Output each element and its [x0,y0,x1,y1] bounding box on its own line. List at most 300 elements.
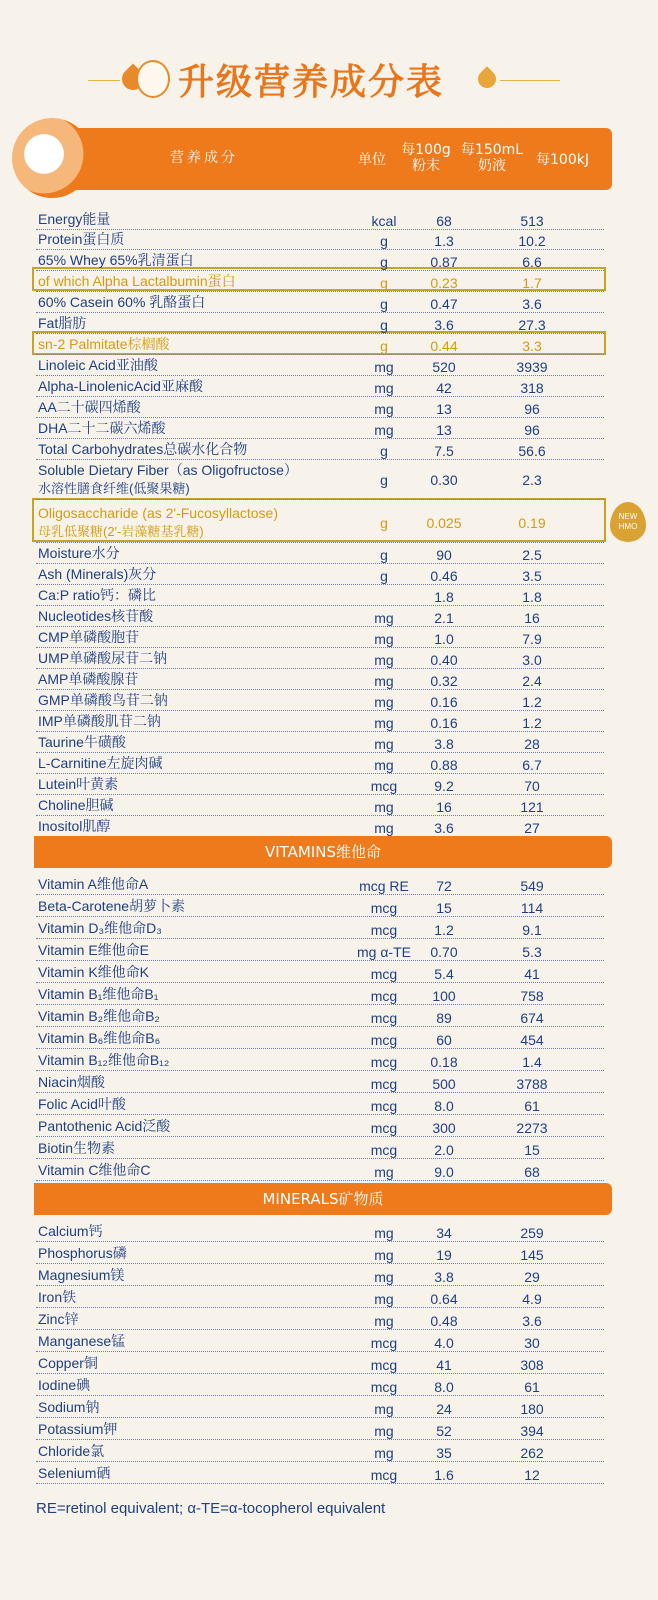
row-divider [36,689,604,690]
per-100kj-cell: 1.7 [522,275,542,291]
nutrient-name: 65% Whey 65%乳清蛋白 [38,252,194,268]
nutrient-name: Total Carbohydrates总碳水化合物 [38,441,248,457]
section-minerals: MINERALS矿物质 [34,1183,612,1215]
section-vitamins: VITAMINS维他命 [34,836,612,868]
table-row [36,607,604,626]
unit-cell: g [380,296,388,312]
per-100kj-cell: 96 [524,401,540,417]
table-row [36,210,604,229]
row-divider [36,773,604,774]
table-row [36,1266,604,1285]
per-100kj-cell: 114 [520,900,544,916]
header-per-100kj: 每100kJ [536,152,589,168]
table-row [36,504,604,542]
row-divider [36,1004,604,1005]
per-100kj-cell: 3.0 [522,652,542,668]
per-100g-cell: 15 [436,900,452,916]
per-100kj-cell: 61 [524,1379,540,1395]
unit-cell: g [380,317,388,333]
table-row [36,1029,604,1048]
per-100kj-cell: 1.2 [522,694,542,710]
nutrient-name: Inositol肌醇 [38,818,111,834]
nutrient-name: Vitamin B₁维他命B₁ [38,986,159,1002]
per-100g-cell: 42 [436,380,452,396]
table-row [36,565,604,584]
unit-cell: mg [374,631,394,647]
table-row [36,670,604,689]
table-row [36,963,604,982]
header-per-150ml [458,142,526,174]
per-100kj-cell: 454 [520,1032,544,1048]
per-100kj-cell: 3.3 [522,338,542,354]
unit-cell: g [380,515,388,531]
nutrient-name: Alpha-LinolenicAcid亚麻酸 [38,378,203,394]
table-row [36,586,604,605]
unit-cell: mcg [370,922,398,938]
per-100g-cell: 19 [436,1247,452,1263]
row-divider [36,1070,604,1071]
per-100kj-cell: 758 [520,988,544,1004]
per-100g-cell: 1.2 [434,922,454,938]
per-100g-cell: 0.87 [430,254,458,270]
per-100kj-cell: 10.2 [518,233,546,249]
row-divider [36,1329,604,1330]
header-per-100g-line1: 每100g [401,142,451,158]
header-per-100g [398,142,454,174]
unit-cell: mg [374,359,394,375]
per-100kj-cell: 2.5 [522,547,542,563]
table-row [36,1354,604,1373]
nutrient-name: Folic Acid叶酸 [38,1096,126,1112]
nutrient-name: Soluble Dietary Fiber（as Oligofructose） [38,462,298,478]
row-divider [36,815,604,816]
per-100g-cell: 0.46 [430,568,458,584]
per-100g-cell: 0.30 [430,472,458,488]
per-100g-cell: 1.6 [434,1467,454,1483]
per-100g-cell: 0.88 [430,757,458,773]
row-divider [36,668,604,669]
row-divider [36,605,604,606]
unit-cell: mcg [370,900,398,916]
per-100g-cell: 34 [436,1225,452,1241]
nutrient-name: Vitamin E维他命E [38,942,149,958]
header-per-100g-line2: 粉末 [412,158,440,174]
per-100g-cell: 0.70 [430,944,458,960]
nutrient-name: Calcium钙 [38,1223,103,1239]
per-100g-cell: 16 [436,799,452,815]
row-divider [36,1048,604,1049]
per-100g-cell: 0.18 [430,1054,458,1070]
per-100g-cell: 3.8 [434,1269,454,1285]
unit-cell: g [380,568,388,584]
table-row [36,875,604,894]
nutrient-name: Ca:P ratio钙：磷比 [38,587,156,603]
row-divider [36,752,604,753]
row-divider [36,542,604,543]
table-row [36,897,604,916]
unit-cell: mcg [370,1467,398,1483]
table-row [36,377,604,396]
table-row [36,1464,604,1483]
per-100g-cell: 4.0 [434,1335,454,1351]
header-per-150ml-line2: 奶液 [478,158,506,174]
row-divider [36,270,604,271]
unit-cell: mg [374,1313,394,1329]
unit-cell: g [380,254,388,270]
per-100g-cell: 3.6 [434,820,454,836]
per-100kj-cell: 2.3 [522,472,542,488]
per-100kj-cell: 3939 [516,359,548,375]
per-100g-cell: 520 [432,359,456,375]
per-100kj-cell: 3.6 [522,1313,542,1329]
unit-cell: mcg [370,1032,398,1048]
table-row [36,335,604,354]
nutrient-name: Biotin生物素 [38,1140,116,1156]
unit-cell: mg [374,610,394,626]
unit-cell: mcg [370,1379,398,1395]
per-100g-cell: 9.2 [434,778,454,794]
table-row [36,919,604,938]
row-divider [36,1461,604,1462]
per-100g-cell: 2.0 [434,1142,454,1158]
unit-cell: mcg [370,1357,398,1373]
per-100g-cell: 3.8 [434,736,454,752]
unit-cell: mcg [370,1120,398,1136]
nutrient-name: Potassium钾 [38,1421,118,1437]
header-per-150ml-line1: 每150mL [460,142,524,158]
nutrient-name: AA二十碳四烯酸 [38,399,141,415]
nutrient-name: GMP单磷酸鸟苷二钠 [38,692,168,708]
nutrient-name: Moisture水分 [38,545,120,561]
table-row [36,628,604,647]
per-100g-cell: 7.5 [434,443,454,459]
per-100g-cell: 0.16 [430,715,458,731]
nutrient-name: Copper铜 [38,1355,98,1371]
row-divider [36,396,604,397]
per-100kj-cell: 12 [524,1467,540,1483]
row-divider [36,333,604,334]
table-row [36,1139,604,1158]
row-divider [36,438,604,439]
nutrient-name: Niacin烟酸 [38,1074,105,1090]
per-100kj-cell: 29 [524,1269,540,1285]
per-100kj-cell: 1.8 [522,589,542,605]
table-row [36,985,604,1004]
row-divider [36,563,604,564]
nutrient-name: Pantothenic Acid泛酸 [38,1118,171,1134]
per-100kj-cell: 5.3 [522,944,542,960]
per-100kj-cell: 259 [520,1225,544,1241]
per-100g-cell: 8.0 [434,1098,454,1114]
table-row [36,272,604,291]
table-row [36,544,604,563]
nutrient-name: Vitamin A维他命A [38,876,149,892]
per-100kj-cell: 394 [520,1423,544,1439]
unit-cell: mcg [370,988,398,1004]
nutrient-name: Oligosaccharide (as 2'-Fucosyllactose) [38,505,278,521]
per-100kj-cell: 70 [524,778,540,794]
unit-cell: mcg [370,1142,398,1158]
per-100g-cell: 1.8 [434,589,454,605]
per-100kj-cell: 61 [524,1098,540,1114]
row-divider [36,1351,604,1352]
per-100g-cell: 100 [432,988,456,1004]
unit-cell: mg [374,1225,394,1241]
unit-cell: mg [374,1445,394,1461]
unit-cell: mg [374,673,394,689]
table-row [36,230,604,249]
table-row [36,775,604,794]
table-row [36,1161,604,1180]
nutrient-name-cn: 水溶性膳食纤维(低聚果糖) [38,481,190,496]
per-100kj-cell: 180 [520,1401,544,1417]
per-100g-cell: 60 [436,1032,452,1048]
nutrient-name: Selenium硒 [38,1465,111,1481]
per-100g-cell: 5.4 [434,966,454,982]
per-100kj-cell: 145 [520,1247,544,1263]
nutrient-name: Vitamin C维他命C [38,1162,151,1178]
per-100g-cell: 89 [436,1010,452,1026]
unit-cell: mcg [370,966,398,982]
nutrient-name: Vitamin B₆维他命B₆ [38,1030,161,1046]
per-100kj-cell: 1.2 [522,715,542,731]
row-divider [36,1417,604,1418]
per-100kj-cell: 262 [520,1445,544,1461]
table-row [36,1117,604,1136]
per-100g-cell: 0.16 [430,694,458,710]
per-100g-cell: 0.48 [430,1313,458,1329]
unit-cell: g [380,547,388,563]
per-100kj-cell: 7.9 [522,631,542,647]
unit-cell: kcal [371,213,397,229]
row-divider [36,982,604,983]
table-row [36,1288,604,1307]
nutrient-name: Taurine牛磺酸 [38,734,126,750]
per-100g-cell: 0.47 [430,296,458,312]
nutrient-name: Chloride氯 [38,1443,105,1459]
row-divider [36,1136,604,1137]
table-row [36,356,604,375]
nutrient-name: Iron铁 [38,1289,77,1305]
row-divider [36,584,604,585]
per-100g-cell: 500 [432,1076,456,1092]
per-100kj-cell: 3.6 [522,296,542,312]
row-divider [36,1092,604,1093]
nutrient-name: Vitamin D₃维他命D₃ [38,920,162,936]
row-divider [36,894,604,895]
per-100g-cell: 0.23 [430,275,458,291]
per-100kj-cell: 308 [520,1357,544,1373]
unit-cell: mg [374,694,394,710]
table-row [36,251,604,270]
nutrient-name: Fat脂肪 [38,315,87,331]
row-divider [36,731,604,732]
per-100g-cell: 3.6 [434,317,454,333]
unit-cell: g [380,338,388,354]
header-name: 营养成分 [170,150,238,166]
table-row [36,1095,604,1114]
table-row [36,293,604,312]
table-row [36,440,604,459]
row-divider [36,417,604,418]
row-divider [36,1241,604,1242]
row-divider [36,647,604,648]
table-row [36,733,604,752]
unit-cell: mg [374,1269,394,1285]
table-row [36,649,604,668]
nutrient-name: Lutein叶黄素 [38,776,119,792]
table-row [36,1222,604,1241]
new-hmo-badge [610,502,646,542]
per-100g-cell: 52 [436,1423,452,1439]
title-line-left [88,80,120,81]
nutrient-name-cn: 母乳低聚糖(2'-岩藻糖基乳糖) [38,524,204,539]
per-100g-cell: 2.1 [434,610,454,626]
per-100kj-cell: 6.6 [522,254,542,270]
per-100kj-cell: 9.1 [522,922,542,938]
per-100kj-cell: 318 [520,380,544,396]
per-100g-cell: 0.32 [430,673,458,689]
row-divider [36,291,604,292]
nutrient-name: Manganese锰 [38,1333,126,1349]
unit-cell: mg [374,1423,394,1439]
nutrient-name: Choline胆碱 [38,797,114,813]
unit-cell: g [380,233,388,249]
nutrient-name: Ash (Minerals)灰分 [38,566,157,582]
row-divider [36,1026,604,1027]
per-100kj-cell: 2.4 [522,673,542,689]
unit-cell: mcg [370,1054,398,1070]
nutrient-name: AMP单磷酸腺苷 [38,671,139,687]
nutrient-name: Zinc锌 [38,1311,79,1327]
table-row [36,1073,604,1092]
unit-cell: mcg RE [359,878,409,894]
unit-cell: mg [374,757,394,773]
table-row [36,941,604,960]
table-row [36,314,604,333]
row-divider [36,499,604,500]
nutrient-name: sn-2 Palmitate棕榈酸 [38,336,170,352]
per-100kj-cell: 4.9 [522,1291,542,1307]
table-row [36,419,604,438]
row-divider [36,960,604,961]
row-divider [36,1263,604,1264]
table-row [36,796,604,815]
row-divider [36,1285,604,1286]
table-row [36,1420,604,1439]
nutrient-name: Beta-Carotene胡萝卜素 [38,898,186,914]
row-divider [36,1439,604,1440]
per-100g-cell: 300 [432,1120,456,1136]
per-100g-cell: 41 [436,1357,452,1373]
page-title: 升级营养成分表 [178,62,445,103]
badge-line2: HMO [618,522,638,531]
row-divider [36,1483,604,1484]
unit-cell: mg [374,1401,394,1417]
unit-cell: mg [374,715,394,731]
per-100kj-cell: 513 [520,213,544,229]
per-100g-cell: 13 [436,422,452,438]
table-row [36,461,604,499]
nutrient-name: 60% Casein 60% 乳酪蛋白 [38,294,206,310]
nutrient-name: DHA二十二碳六烯酸 [38,420,166,436]
title-area [0,50,658,110]
row-divider [36,354,604,355]
unit-cell: mg [374,652,394,668]
row-divider [36,1158,604,1159]
per-100kj-cell: 1.4 [522,1054,542,1070]
table-row [36,1310,604,1329]
unit-cell: g [380,472,388,488]
unit-cell: mcg [370,778,398,794]
table-row [36,1442,604,1461]
per-100kj-cell: 30 [524,1335,540,1351]
table-row [36,1244,604,1263]
per-100g-cell: 90 [436,547,452,563]
per-100g-cell: 72 [436,878,452,894]
nutrient-name: CMP单磷酸胞苷 [38,629,140,645]
table-row [36,1007,604,1026]
unit-cell: mg [374,1291,394,1307]
unit-cell: mg α-TE [357,944,411,960]
droplet-ring-icon [136,60,170,98]
table-row [36,398,604,417]
table-row [36,1376,604,1395]
nutrient-name: Linoleic Acid亚油酸 [38,357,158,373]
table-row [36,1398,604,1417]
row-divider [36,1180,604,1181]
per-100g-cell: 13 [436,401,452,417]
header-unit: 单位 [358,152,386,168]
per-100kj-cell: 3.5 [522,568,542,584]
per-100kj-cell: 28 [524,736,540,752]
title-line-right [500,80,560,81]
unit-cell: mg [374,1247,394,1263]
per-100g-cell: 24 [436,1401,452,1417]
badge-line1: NEW [618,512,638,521]
row-divider [36,794,604,795]
unit-cell: mcg [370,1335,398,1351]
row-divider [36,1307,604,1308]
table-row [36,712,604,731]
unit-cell: mg [374,1164,394,1180]
per-100g-cell: 35 [436,1445,452,1461]
nutrient-name: Iodine碘 [38,1377,91,1393]
droplet-small-icon [474,66,499,91]
nutrient-name: IMP单磷酸肌苷二钠 [38,713,161,729]
nutrient-name: Nucleotides核苷酸 [38,608,154,624]
row-divider [36,312,604,313]
nutrient-name: UMP单磷酸尿苷二钠 [38,650,168,666]
unit-cell: mcg [370,1076,398,1092]
nutrient-name: of which Alpha Lactalbumin蛋白 [38,273,236,289]
per-100g-cell: 68 [436,213,452,229]
nutrient-name: Vitamin B₁₂维他命B₁₂ [38,1052,170,1068]
per-100kj-cell: 15 [524,1142,540,1158]
per-100kj-cell: 96 [524,422,540,438]
table-row [36,754,604,773]
per-100kj-cell: 56.6 [518,443,546,459]
per-100kj-cell: 27.3 [518,317,546,333]
per-100g-cell: 0.40 [430,652,458,668]
footnote: RE=retinol equivalent; α-TE=α-tocopherol equivalent [36,1500,386,1517]
unit-cell: mg [374,422,394,438]
per-100kj-cell: 121 [520,799,544,815]
unit-cell: mg [374,799,394,815]
per-100kj-cell: 549 [520,878,544,894]
row-divider [36,626,604,627]
nutrient-name: Protein蛋白质 [38,231,125,247]
